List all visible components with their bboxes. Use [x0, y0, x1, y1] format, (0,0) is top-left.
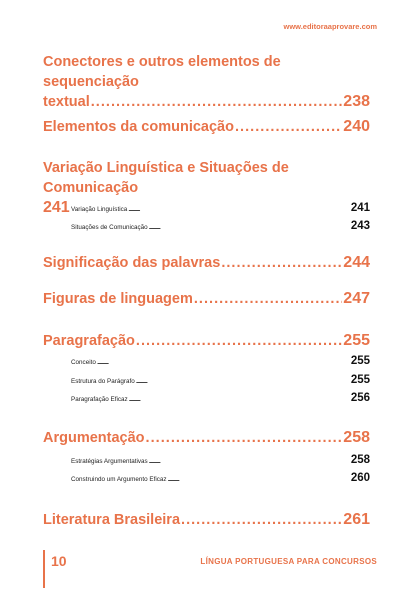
toc-page-number: 241	[43, 199, 70, 216]
footer-page-number: 10	[51, 553, 67, 569]
toc-subentry-title: Variação Linguística	[71, 206, 128, 213]
toc-entry-title: Paragrafação	[43, 333, 135, 349]
footer-divider	[43, 550, 45, 588]
toc-entry-elementos-comunicacao[interactable]	[43, 117, 370, 137]
toc-page-number: 256	[350, 392, 370, 404]
toc-subentry-paragrafacao-eficaz[interactable]	[71, 392, 370, 406]
toc-page-number: 243	[350, 220, 370, 232]
toc-leader-dots	[128, 204, 350, 216]
toc-entry-title: Conectores e outros elementos de sequenciação	[43, 54, 281, 90]
toc-page-number: 244	[343, 254, 370, 271]
toc-subentry-title: Situações de Comunicação	[71, 224, 148, 231]
toc-page-number: 255	[343, 332, 370, 349]
toc-leader-dots	[146, 428, 343, 448]
toc-entry-title: Argumentação	[43, 430, 145, 446]
toc-entry-title: Figuras de linguagem	[43, 291, 193, 307]
toc-page-number: 238	[343, 93, 370, 110]
toc-leader-dots	[149, 456, 350, 468]
toc-leader-dots	[221, 253, 342, 273]
toc-leader-dots	[136, 331, 342, 351]
toc-leader-dots	[194, 289, 342, 309]
toc-page-number: 240	[343, 118, 370, 135]
toc-subentry-title: Conceito	[71, 359, 96, 366]
toc-leader-dots	[168, 474, 350, 486]
footer-book-title: LÍNGUA PORTUGUESA PARA CONCURSOS	[200, 557, 377, 566]
toc-entry-title: Significação das palavras	[43, 255, 221, 271]
toc-page-number: 260	[350, 472, 370, 484]
toc-subentry-argumento-eficaz[interactable]	[71, 472, 370, 486]
toc-subentry-title: Paragrafação Eficaz	[71, 396, 128, 403]
site-url[interactable]: www.editoraaprovare.com	[283, 22, 377, 31]
toc-subentry-title: Estratégias Argumentativas	[71, 458, 148, 465]
toc-page-number: 255	[350, 374, 370, 386]
toc-leader-dots	[129, 394, 350, 406]
toc-page-number: 247	[343, 290, 370, 307]
toc-page-number: 258	[350, 454, 370, 466]
toc-page-number: 258	[343, 429, 370, 446]
toc-subentry-title: Construindo um Argumento Eficaz	[71, 476, 167, 483]
toc-entry-figuras-linguagem[interactable]	[43, 289, 370, 309]
toc-subentry-conceito[interactable]	[71, 355, 370, 369]
toc-subentry-variacao[interactable]	[71, 202, 370, 216]
toc-entry-title: Variação Linguística e Situações de Comunicação	[43, 160, 289, 196]
toc-leader-dots	[91, 92, 343, 112]
toc-subentry-estrutura[interactable]	[71, 374, 370, 388]
toc-leader-dots	[235, 117, 342, 137]
toc-entry-title-cont: textual	[43, 94, 90, 110]
toc-subentry-situacoes[interactable]	[71, 220, 370, 234]
toc-entry-literatura-brasileira[interactable]	[43, 510, 370, 530]
toc-entry-argumentacao[interactable]	[43, 428, 370, 448]
toc-entry-conectores[interactable]	[43, 52, 370, 112]
toc-page-number: 261	[343, 511, 370, 528]
toc-page-number: 255	[350, 355, 370, 367]
toc-page-number: 241	[350, 202, 370, 214]
toc-leader-dots	[181, 510, 342, 530]
toc-entry-paragrafacao[interactable]	[43, 331, 370, 351]
toc-subentry-estrategias[interactable]	[71, 454, 370, 468]
toc-entry-title: Elementos da comunicação	[43, 119, 234, 135]
toc-entry-title: Literatura Brasileira	[43, 512, 181, 528]
toc-subentry-title: Estrutura do Parágrafo	[71, 378, 135, 385]
toc-leader-dots	[136, 376, 350, 388]
toc-entry-significacao[interactable]	[43, 253, 370, 273]
toc-leader-dots	[97, 357, 350, 369]
toc-leader-dots	[149, 222, 350, 234]
